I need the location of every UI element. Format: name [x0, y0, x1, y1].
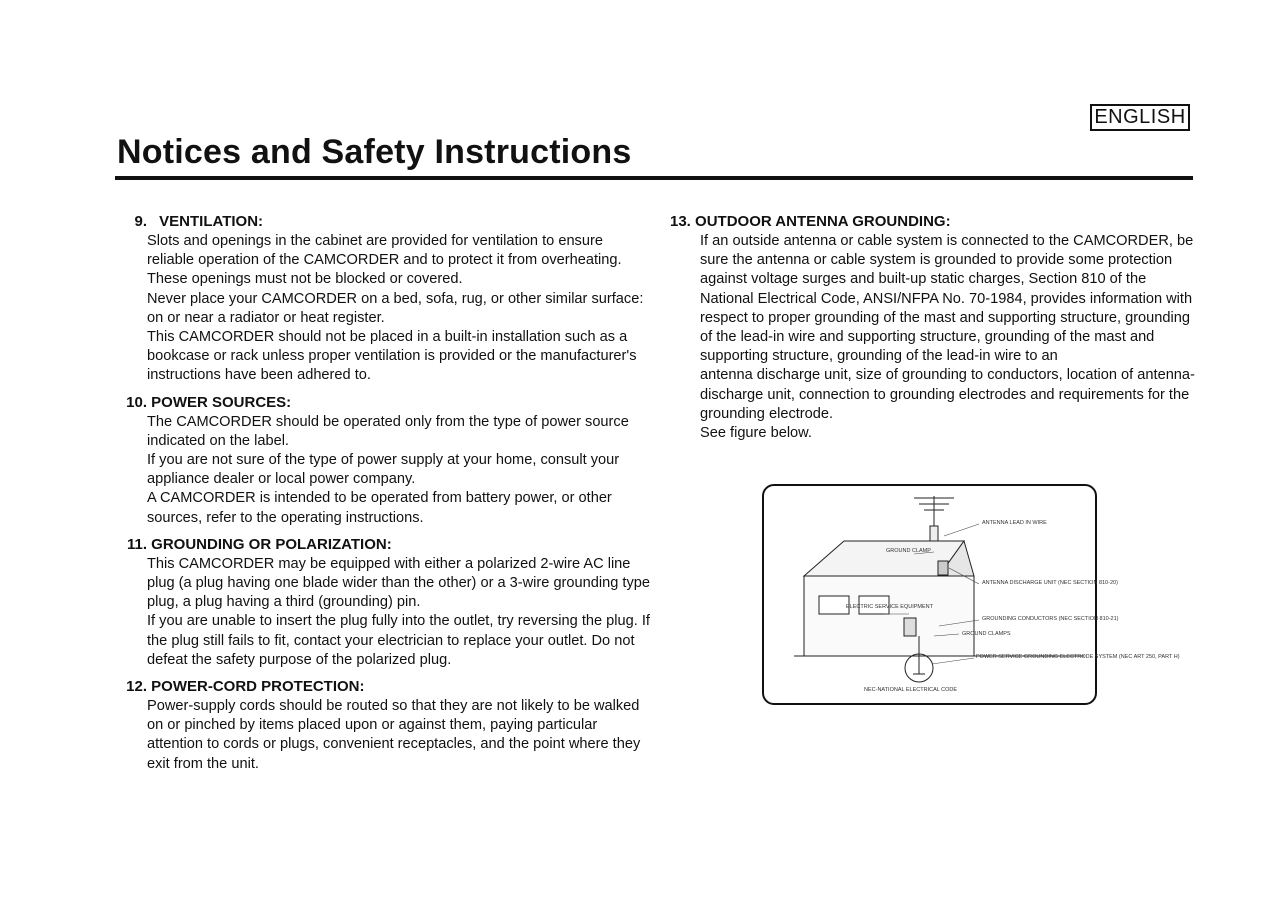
- label-antenna-lead-in: ANTENNA LEAD IN WIRE: [982, 520, 1047, 526]
- paragraph: The CAMCORDER should be operated only from the type of power source indicated on the label.: [147, 413, 629, 449]
- section-body: [117, 232, 652, 386]
- label-antenna-discharge: ANTENNA DISCHARGE UNIT (NEC SECTION 810-20): [982, 580, 1118, 586]
- label-power-service: POWER SERVICE GROUNDING ELECTRODE SYSTEM (NEC ART 250, PART H): [976, 654, 1180, 660]
- paragraph: Power-supply cords should be routed so that they are not likely to be walked on or pinched by items placed upon or against them, paying particular attention to cords or plugs, convenient receptacles, and the point where they exit from the unit.: [147, 698, 641, 772]
- paragraph: This CAMCORDER should not be placed in a built-in installation such as a bookcase or rack unless proper ventilation is provided or the manufacturer's instructions have been adhered to.: [147, 329, 637, 384]
- label-grounding-conductors: GROUNDING CONDUCTORS (NEC SECTION 810-21): [982, 616, 1119, 622]
- section-heading: [117, 677, 652, 697]
- section-heading: [670, 212, 1200, 232]
- label-electric-service: ELECTRIC SERVICE EQUIPMENT: [846, 604, 933, 610]
- discharge-unit: [938, 561, 948, 575]
- label-ground-clamp: GROUND CLAMP: [886, 548, 931, 554]
- page-title: Notices and Safety Instructions: [117, 133, 632, 171]
- section-number: 10.: [126, 393, 147, 411]
- section-title: VENTILATION:: [159, 213, 264, 230]
- paragraph: If you are unable to insert the plug fully into the outlet, try reversing the plug. If the plug still fails to fit, contact your electrician to replace your outlet. Do not defeat the safety purpose of the polarized plug.: [147, 613, 650, 668]
- window: [819, 596, 849, 614]
- paragraph: antenna discharge unit, size of grounding to conductors, location of antenna-discharge unit, connection to grounding electrodes and requirements for the grounding electrode.: [700, 367, 1195, 422]
- section-body: [117, 413, 652, 528]
- paragraph: If you are not sure of the type of power supply at your home, consult your appliance dealer or local power company.: [147, 452, 620, 488]
- title-rule: [115, 176, 1193, 180]
- section-outdoor-antenna-grounding: [670, 212, 1200, 443]
- right-column: [670, 212, 1200, 450]
- paragraph: A CAMCORDER is intended to be operated from battery power, or other sources, refer to the operating instructions.: [147, 490, 612, 526]
- section-number: 13.: [670, 213, 691, 230]
- section-heading: [117, 393, 652, 413]
- antenna-icon: [914, 496, 954, 526]
- paragraph: Slots and openings in the cabinet are provided for ventilation to ensure reliable operation of the CAMCORDER and to protect it from overheating. These openings must not be blocked or covered.: [147, 233, 622, 288]
- section-body: [670, 232, 1195, 443]
- label-ground-clamps: GROUND CLAMPS: [962, 631, 1011, 637]
- section-ventilation: [117, 212, 652, 386]
- section-title: GROUNDING OR POLARIZATION:: [151, 535, 392, 553]
- section-power-sources: [117, 393, 652, 528]
- service-equipment: [904, 618, 916, 636]
- section-grounding-polarization: [117, 535, 652, 670]
- section-title: OUTDOOR ANTENNA GROUNDING:: [695, 213, 951, 230]
- section-title: POWER-CORD PROTECTION:: [151, 678, 365, 696]
- section-number: 11.: [126, 535, 147, 553]
- section-number: 12.: [126, 678, 147, 696]
- section-heading: [117, 535, 652, 555]
- paragraph: This CAMCORDER may be equipped with either a polarized 2-wire AC line plug (a plug having one blade wider than the other) or a 3-wire grounding type plug, a plug having a third (grounding) pin.: [147, 555, 650, 611]
- section-title: POWER SOURCES:: [151, 393, 292, 411]
- section-body: [117, 697, 652, 774]
- paragraph: Never place your CAMCORDER on a bed, sofa, rug, or other similar surface: on or near a radiator or heat register.: [147, 290, 644, 326]
- section-heading: [117, 212, 652, 232]
- house-body: [804, 576, 974, 656]
- section-number: 9.: [134, 213, 147, 230]
- section-power-cord-protection: [117, 677, 652, 774]
- paragraph: See figure below.: [700, 425, 812, 442]
- antenna-grounding-diagram: [764, 486, 1180, 707]
- antenna-grounding-figure: [762, 484, 1180, 705]
- section-body: [117, 555, 652, 670]
- paragraph: If an outside antenna or cable system is connected to the CAMCORDER, be sure the antenna or cable system is grounded to provide some protection against voltage surges and built-up static charges, Section 810 of the National Electrical Code, ANSI/NFPA No. 70-1984, provides information with respect to proper grounding of the mast and supporting structure, grounding of the lead-in wire and supporting structure, grounding of the mast and supporting structure, grounding of the lead-in wire to an: [700, 233, 1194, 365]
- left-column: [117, 212, 652, 781]
- label-nec-footer: NEC-NATIONAL ELECTRICAL CODE: [864, 687, 958, 693]
- language-badge: ENGLISH: [1090, 104, 1190, 131]
